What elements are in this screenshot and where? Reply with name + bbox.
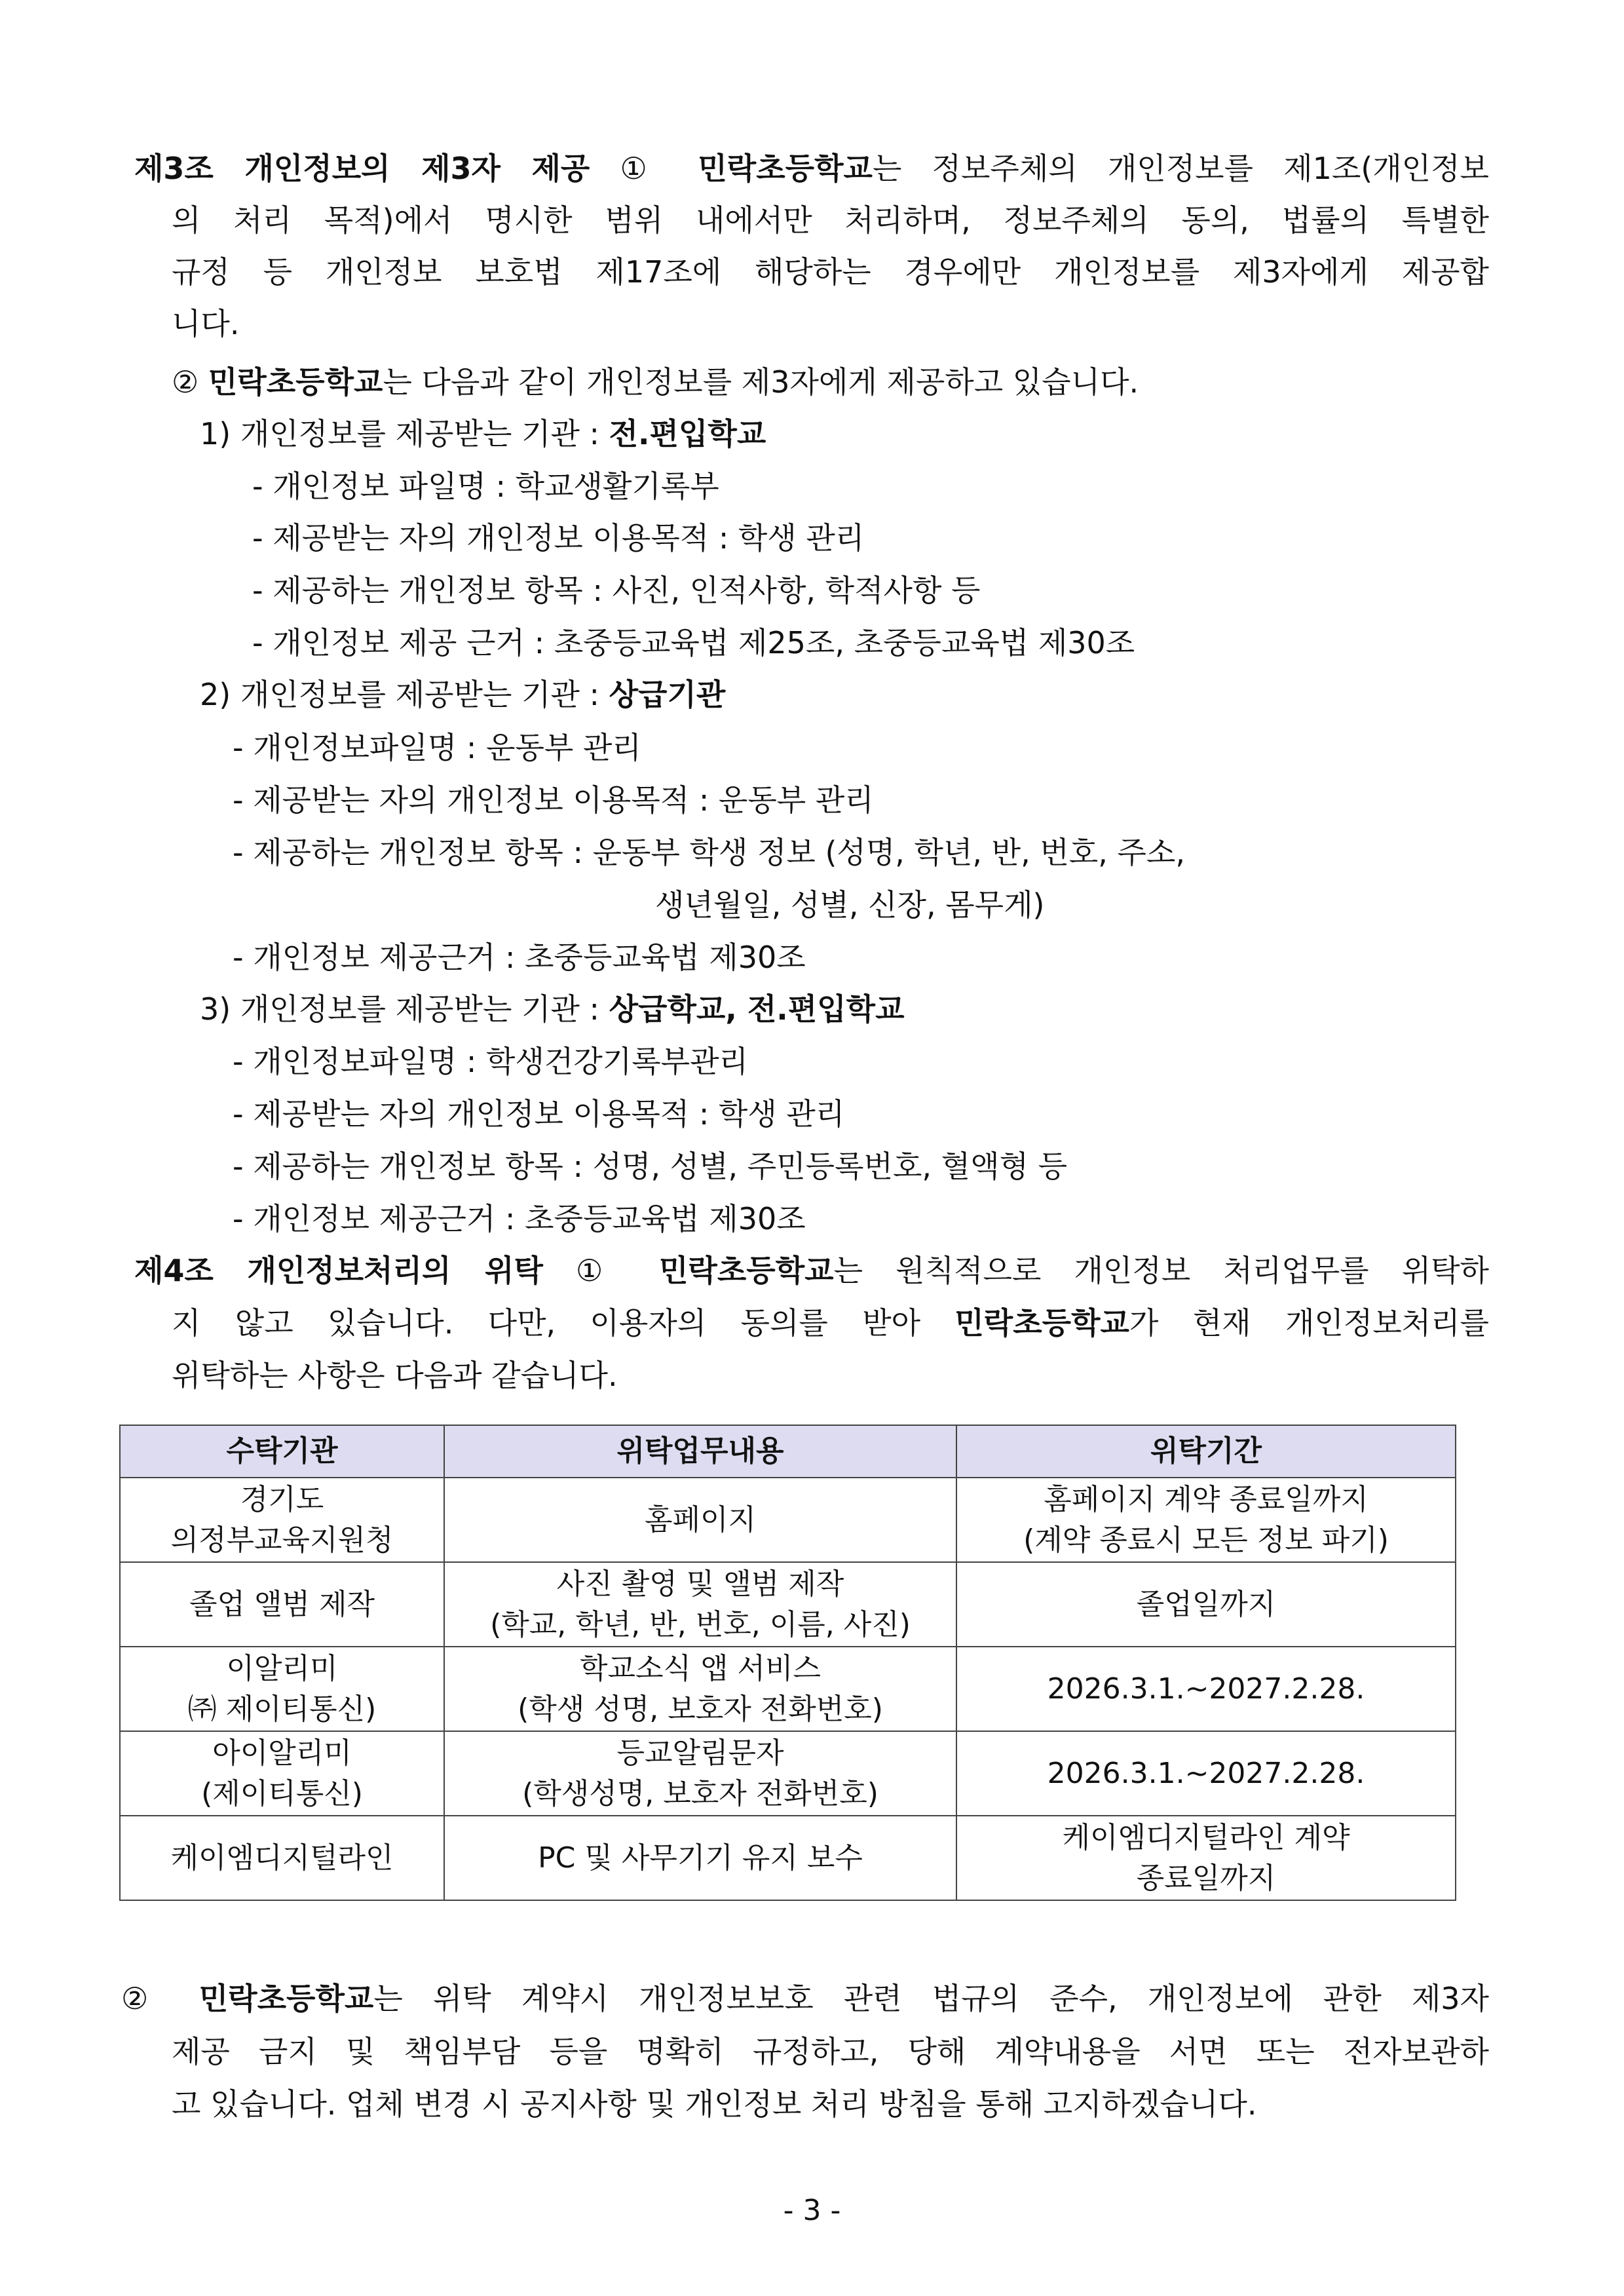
recipient-heading — [200, 989, 905, 1029]
table-cell — [120, 1731, 444, 1816]
recipient-item: - 제공받는 자의 개인정보 이용목적 : 운동부 관리 — [233, 782, 874, 818]
body-text: 가 현재 개인정보처리를 — [1129, 1305, 1489, 1341]
table-cell — [444, 1478, 956, 1562]
article4-line3: 위탁하는 사항은 다음과 같습니다. — [172, 1358, 618, 1393]
recipient-label: 2) 개인정보를 제공받는 기관 : — [200, 677, 609, 712]
cell-text: 홈페이지 계약 종료일까지 — [1044, 1482, 1369, 1516]
circled-number: ② — [121, 1981, 169, 2016]
table-row — [120, 1816, 1456, 1900]
cell-text: (학생성명, 보호자 전화번호) — [522, 1776, 878, 1810]
cell-text: 종료일까지 — [1136, 1861, 1276, 1895]
cell-text: 이알리미 — [226, 1651, 338, 1685]
recipient-item: - 제공하는 개인정보 항목 : 사진, 인적사항, 학적사항 등 — [252, 573, 981, 608]
closing-line3: 고 있습니다. 업체 변경 시 공지사항 및 개인정보 처리 방침을 통해 고지하겠습니다. — [172, 2086, 1257, 2122]
school-name: 민락초등학교 — [198, 1981, 374, 2016]
cell-text: 졸업일까지 — [1136, 1587, 1276, 1621]
article4-line1 — [134, 1250, 1489, 1291]
recipient-item: - 개인정보 제공근거 : 초중등교육법 제30조 — [233, 1201, 806, 1236]
body-text: 는 정보주체의 개인정보를 제1조(개인정보 — [872, 151, 1489, 186]
cell-text: (학생 성명, 보호자 전화번호) — [518, 1692, 883, 1726]
article3-title: 제3조 개인정보의 제3자 제공 — [134, 151, 590, 186]
recipient-label: 1) 개인정보를 제공받는 기관 : — [200, 416, 609, 451]
cell-text: PC 및 사무기기 유지 보수 — [538, 1841, 863, 1875]
table-row — [120, 1562, 1456, 1647]
recipient-item: - 제공하는 개인정보 항목 : 운동부 학생 정보 (성명, 학년, 반, 번호, 주소, — [233, 835, 1185, 870]
school-name: 민락초등학교 — [208, 364, 383, 400]
recipient-item: - 제공받는 자의 개인정보 이용목적 : 학생 관리 — [233, 1096, 845, 1132]
closing-line2: 제공 금지 및 책임부담 등을 명확히 규정하고, 당해 계약내용을 서면 또는 전자보관하 — [172, 2034, 1489, 2069]
recipient-item: - 제공받는 자의 개인정보 이용목적 : 학생 관리 — [252, 520, 865, 556]
article3-line2: 의 처리 목적)에서 명시한 범위 내에서만 처리하며, 정보주체의 동의, 법률의 특별한 — [172, 202, 1489, 238]
cell-text: (제이티통신) — [201, 1776, 363, 1810]
cell-text: 경기도 — [240, 1482, 324, 1516]
school-name: 민락초등학교 — [658, 1253, 834, 1288]
recipient-item: - 개인정보 파일명 : 학교생활기록부 — [252, 469, 719, 504]
table-cell — [444, 1647, 956, 1731]
article3-line4: 니다. — [172, 306, 240, 341]
circled-number: ① — [576, 1253, 626, 1288]
circled-number: ① — [620, 151, 668, 186]
article4-line2 — [172, 1303, 1489, 1343]
page-number: - 3 - — [783, 2194, 841, 2227]
table-header-row — [120, 1425, 1456, 1478]
recipient-item: - 개인정보 제공근거 : 초중등교육법 제30조 — [233, 940, 806, 975]
recipient-item-continuation: 생년월일, 성별, 신장, 몸무게) — [655, 887, 1045, 923]
cell-text: 케이엠디지털라인 — [170, 1841, 394, 1875]
table-row — [120, 1731, 1456, 1816]
cell-text: (계약 종료시 모든 정보 파기) — [1023, 1523, 1389, 1557]
article4-title: 제4조 개인정보처리의 위탁 — [134, 1253, 543, 1288]
cell-text: 아이알리미 — [212, 1736, 352, 1770]
table-cell — [444, 1816, 956, 1900]
table-row — [120, 1647, 1456, 1731]
consignment-table — [119, 1425, 1456, 1901]
column-header: 수탁기관 — [120, 1425, 444, 1478]
cell-text: 케이엠디지털라인 계약 — [1062, 1820, 1350, 1854]
table-cell — [120, 1816, 444, 1900]
table-cell — [956, 1731, 1456, 1816]
cell-text: 2026.3.1.~2027.2.28. — [1047, 1672, 1365, 1706]
recipient-item: - 개인정보파일명 : 운동부 관리 — [233, 730, 641, 765]
school-name: 민락초등학교 — [698, 151, 873, 186]
article3-line3: 규정 등 개인정보 보호법 제17조에 해당하는 경우에만 개인정보를 제3자에게 제공합 — [172, 254, 1489, 290]
column-header: 위탁업무내용 — [444, 1425, 956, 1478]
table-cell — [956, 1647, 1456, 1731]
body-text: 는 원칙적으로 개인정보 처리업무를 위탁하 — [833, 1253, 1489, 1288]
closing-line1 — [121, 1978, 1489, 2019]
table-row — [120, 1478, 1456, 1562]
table-cell — [120, 1647, 444, 1731]
recipient-item: - 개인정보파일명 : 학생건강기록부관리 — [233, 1044, 748, 1079]
table-cell — [120, 1478, 444, 1562]
cell-text: 홈페이지 — [644, 1502, 756, 1537]
body-text: 지 않고 있습니다. 다만, 이용자의 동의를 받아 — [172, 1305, 955, 1341]
cell-text: ㈜ 제이티통신) — [187, 1692, 377, 1726]
recipient-heading — [200, 674, 725, 715]
recipient-org: 상급학교, 전.편입학교 — [609, 991, 905, 1027]
table-cell — [120, 1562, 444, 1647]
table-cell — [956, 1478, 1456, 1562]
recipient-item: - 제공하는 개인정보 항목 : 성명, 성별, 주민등록번호, 혈액형 등 — [233, 1149, 1068, 1184]
body-text: 는 다음과 같이 개인정보를 제3자에게 제공하고 있습니다. — [383, 364, 1139, 400]
recipient-label: 3) 개인정보를 제공받는 기관 : — [200, 991, 609, 1027]
cell-text: (학교, 학년, 반, 번호, 이름, 사진) — [490, 1607, 911, 1641]
article3-para2 — [172, 362, 1139, 402]
cell-text: 학교소식 앱 서비스 — [579, 1651, 821, 1685]
cell-text: 졸업 앨범 제작 — [189, 1587, 375, 1621]
table-cell — [444, 1731, 956, 1816]
table-cell — [956, 1562, 1456, 1647]
recipient-org: 전.편입학교 — [609, 416, 766, 451]
cell-text: 사진 촬영 및 앨범 제작 — [556, 1567, 844, 1601]
circled-number: ② — [172, 364, 199, 400]
table-cell — [956, 1816, 1456, 1900]
recipient-org: 상급기관 — [609, 677, 726, 712]
recipient-heading — [200, 413, 766, 454]
recipient-item: - 개인정보 제공 근거 : 초중등교육법 제25조, 초중등교육법 제30조 — [252, 625, 1135, 660]
cell-text: 등교알림문자 — [616, 1736, 784, 1770]
body-text: 는 위탁 계약시 개인정보보호 관련 법규의 준수, 개인정보에 관한 제3자 — [373, 1981, 1489, 2016]
school-name: 민락초등학교 — [954, 1305, 1129, 1341]
column-header: 위탁기간 — [956, 1425, 1456, 1478]
table-cell — [444, 1562, 956, 1647]
cell-text: 의정부교육지원청 — [170, 1523, 394, 1557]
article3-line1 — [134, 148, 1489, 189]
cell-text: 2026.3.1.~2027.2.28. — [1047, 1756, 1365, 1790]
